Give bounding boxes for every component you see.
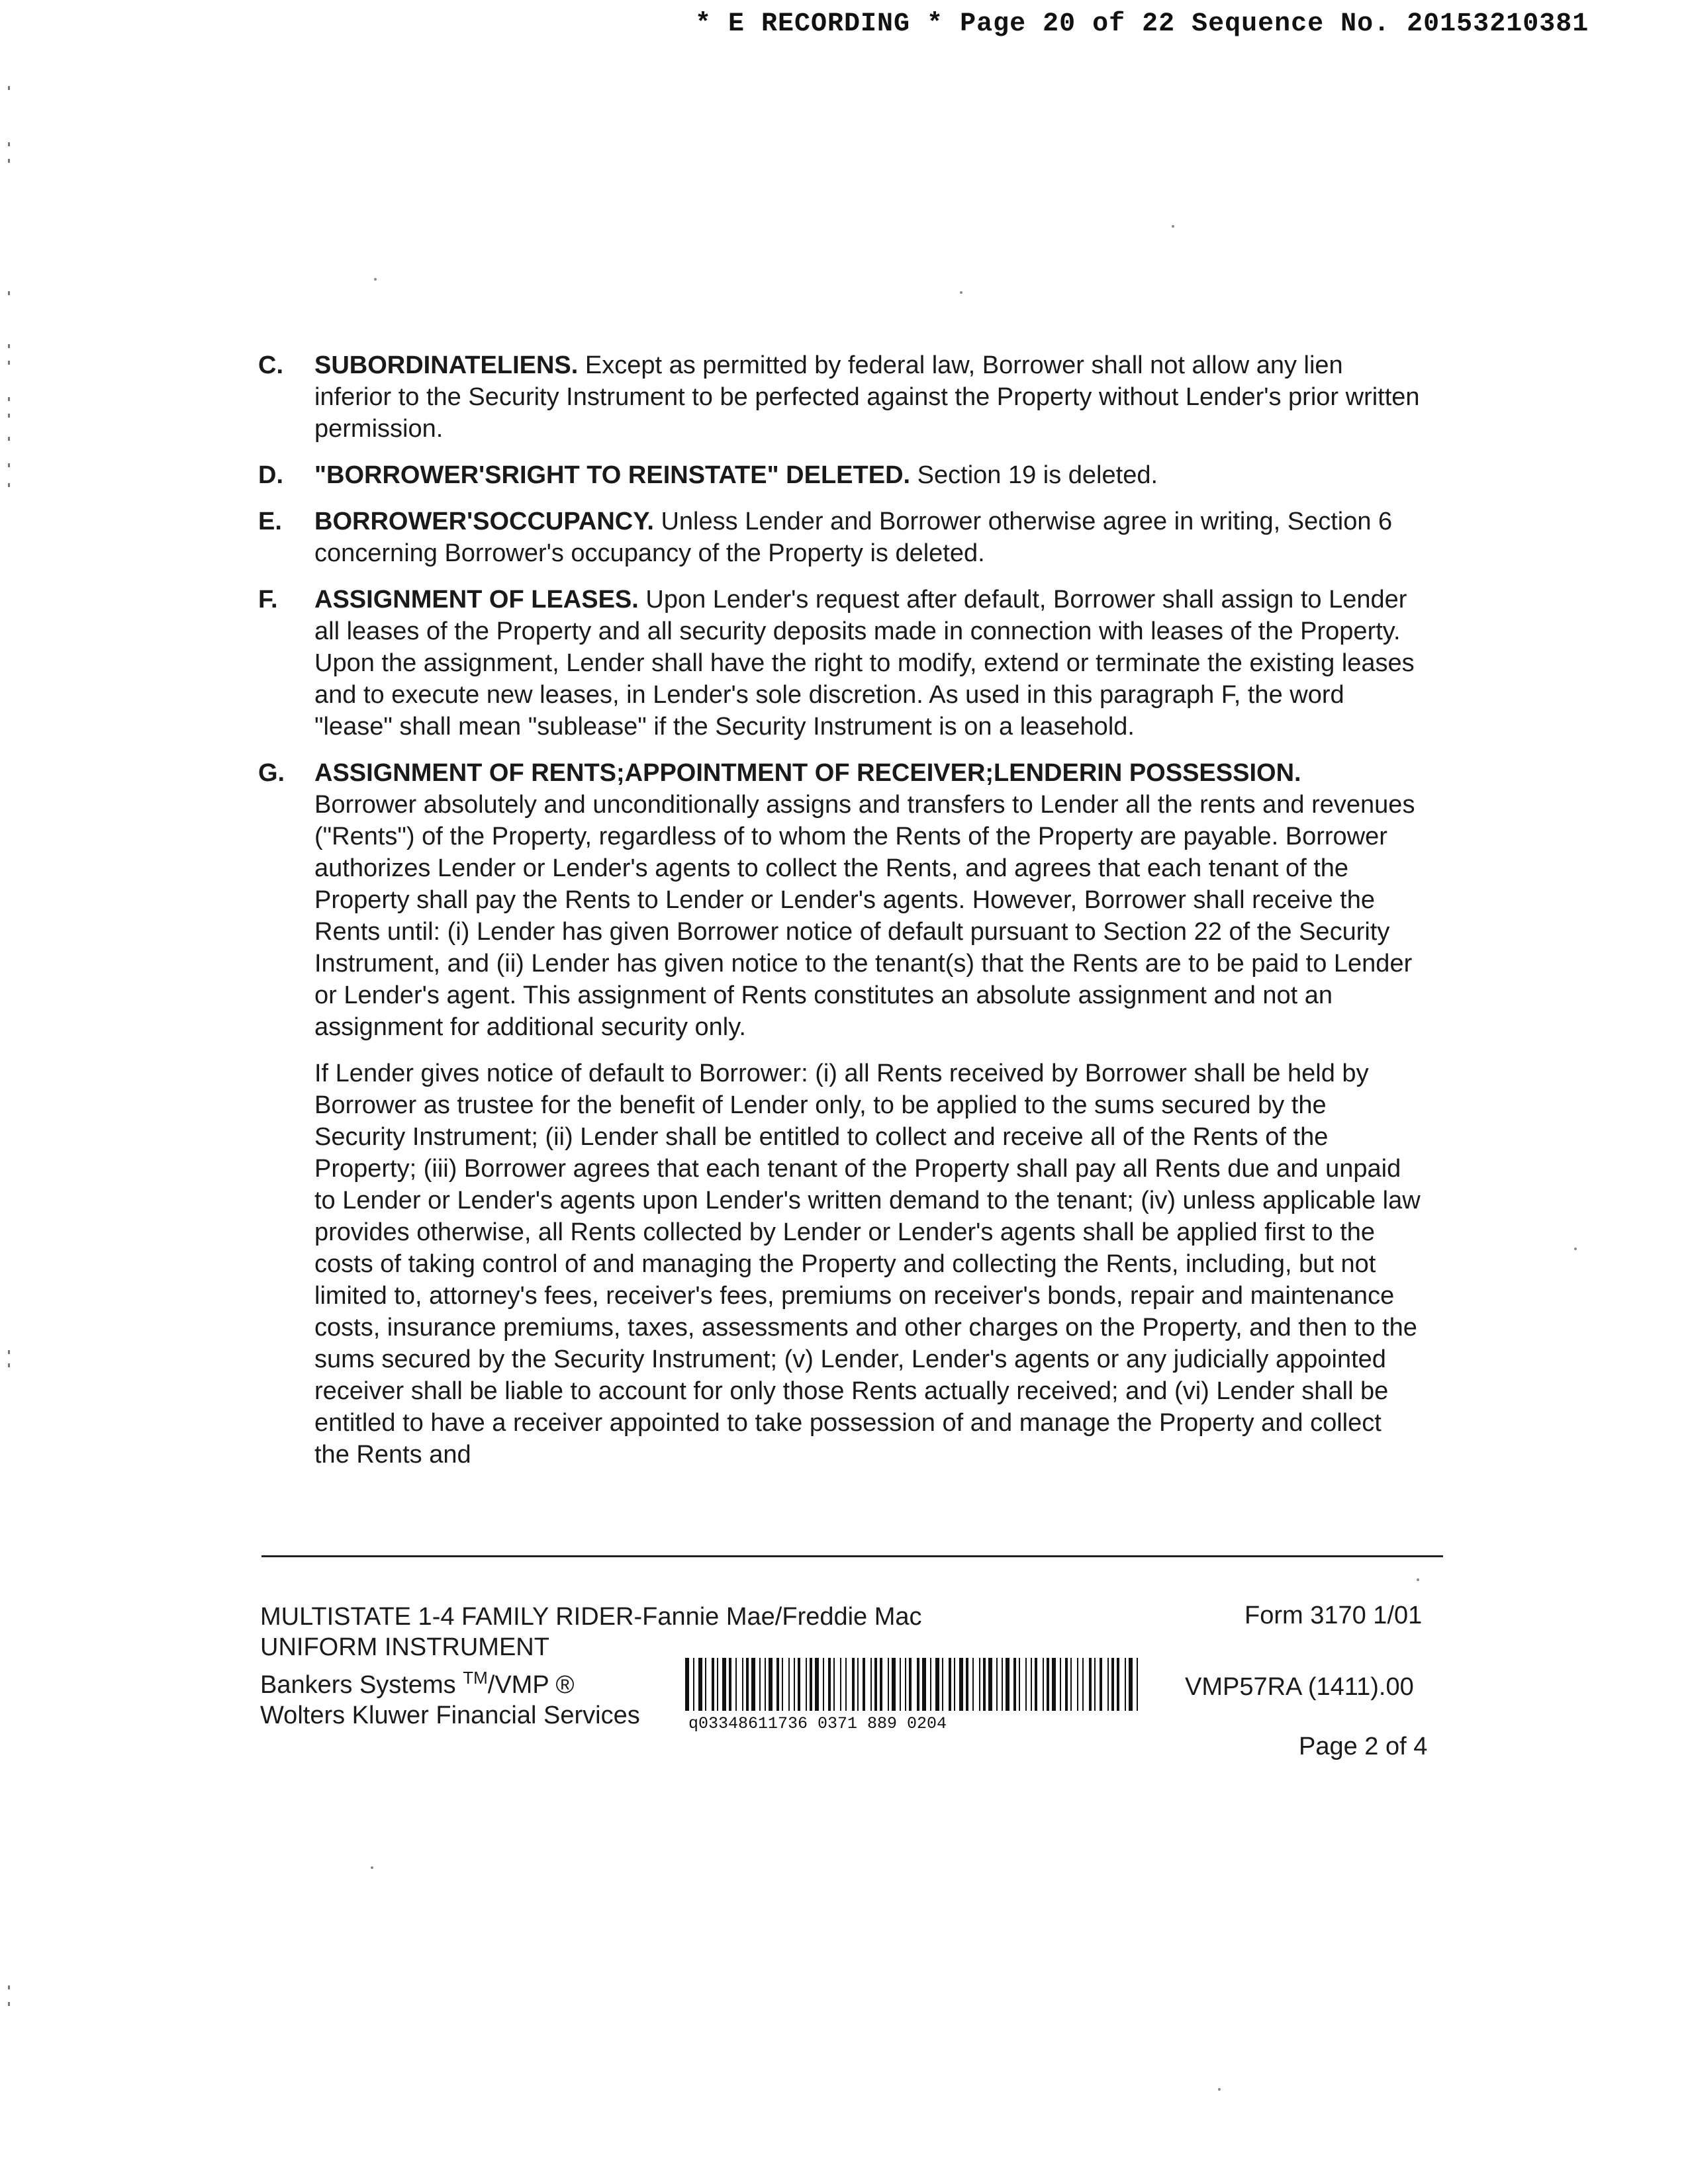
barcode-bar bbox=[966, 1658, 968, 1711]
barcode-bar bbox=[776, 1658, 779, 1711]
barcode-bar bbox=[949, 1658, 951, 1711]
barcode-bar bbox=[1094, 1658, 1096, 1711]
barcode-bar bbox=[1013, 1658, 1016, 1711]
rider-body bbox=[258, 349, 1423, 1485]
barcode-bar bbox=[857, 1658, 859, 1711]
barcode-bar bbox=[1137, 1658, 1138, 1711]
barcode-bar bbox=[1052, 1658, 1056, 1711]
publisher-prefix: Bankers Systems bbox=[260, 1671, 456, 1699]
barcode-bar bbox=[1111, 1658, 1114, 1711]
section-text: Section 19 is deleted. bbox=[917, 461, 1158, 489]
barcode-bar bbox=[1043, 1658, 1044, 1711]
barcode-bar bbox=[729, 1658, 731, 1711]
scan-speck bbox=[1574, 1248, 1577, 1250]
barcode-bar bbox=[828, 1658, 831, 1711]
form-number: Form 3170 1/01 bbox=[1244, 1602, 1423, 1629]
scan-speck bbox=[374, 278, 377, 281]
barcode-bar bbox=[759, 1658, 761, 1711]
barcode-bar bbox=[705, 1658, 706, 1711]
section-text: Except as permitted by federal law, Borrower shall not allow any lien inferior to the Security Instrument to be perfected against the Property without Lender's prior written permission. bbox=[314, 351, 1420, 443]
barcode-bar bbox=[746, 1658, 749, 1711]
section-heading: ASSIGNMENT OF LEASES. bbox=[314, 586, 639, 614]
barcode-bar bbox=[742, 1658, 743, 1711]
barcode-bar bbox=[769, 1658, 773, 1711]
barcode-bar bbox=[1060, 1658, 1061, 1711]
barcode-bar bbox=[988, 1658, 992, 1711]
section-text: Unless Lender and Borrower otherwise agree in writing, Section 6 concerning Borrower's occupancy of the Property is deleted. bbox=[314, 508, 1393, 567]
barcode-bar bbox=[717, 1658, 718, 1711]
barcode-bar bbox=[1025, 1658, 1027, 1711]
barcode-bar bbox=[900, 1658, 901, 1711]
scan-speck bbox=[1218, 2088, 1221, 2091]
barcode-bar bbox=[788, 1658, 790, 1711]
barcode-bar bbox=[845, 1658, 847, 1711]
barcode-bar bbox=[1100, 1658, 1102, 1711]
barcode-bar bbox=[892, 1658, 896, 1711]
barcode-bar bbox=[880, 1658, 882, 1711]
barcode-bar bbox=[1125, 1658, 1126, 1711]
barcode-bar bbox=[922, 1658, 926, 1711]
section-letter: G. bbox=[258, 759, 285, 787]
scan-speck bbox=[1172, 225, 1174, 228]
barcode-bar bbox=[698, 1658, 702, 1711]
barcode-bar bbox=[1019, 1658, 1020, 1711]
section-text: Upon Lender's request after default, Borrower shall assign to Lender all leases of the Property and all security deposits made in connection with leases of the Property. Upon the assignment, Lender shall have the right to modify, extend or terminate the existing leases and to execute new leases, in Lender's sole discretion. As used in this paragraph F, the word "lease" shall mean "sublease" if the Security Instrument is on a leasehold. bbox=[314, 586, 1415, 741]
section-g bbox=[258, 757, 1423, 1471]
barcode-bar bbox=[782, 1658, 783, 1711]
barcode-bar bbox=[1006, 1658, 1009, 1711]
barcode-bar bbox=[1089, 1658, 1092, 1711]
scan-speck bbox=[960, 291, 962, 294]
section-heading: SUBORDINATELIENS. bbox=[314, 351, 579, 379]
barcode-bar bbox=[815, 1658, 819, 1711]
section-e bbox=[258, 506, 1423, 569]
barcode-bar bbox=[1070, 1658, 1072, 1711]
section-d bbox=[258, 459, 1423, 491]
trademark-mark: TM bbox=[463, 1668, 488, 1688]
barcode-bar bbox=[917, 1658, 919, 1711]
barcode-bar bbox=[1082, 1658, 1084, 1711]
barcode-bar bbox=[1129, 1658, 1133, 1711]
section-letter: E. bbox=[258, 508, 282, 535]
barcode-bar bbox=[972, 1658, 974, 1711]
barcode-bar bbox=[930, 1658, 931, 1711]
barcode-bar bbox=[765, 1658, 766, 1711]
scan-margin-marks bbox=[0, 0, 20, 2184]
barcode-bar bbox=[751, 1658, 755, 1711]
barcode-bar bbox=[1107, 1658, 1109, 1711]
barcode-bar bbox=[806, 1658, 807, 1711]
barcode-bar bbox=[870, 1658, 872, 1711]
barcode-bar bbox=[1047, 1658, 1049, 1711]
scan-speck bbox=[371, 1866, 373, 1869]
barcode-bar bbox=[983, 1658, 986, 1711]
barcode-bar bbox=[852, 1658, 855, 1711]
section-text: Borrower absolutely and unconditionally assigns and transfers to Lender all the rents and revenues ("Rents") of the Property, regardless of to whom the Rents of the Property are payable. Borrower authorizes Lender or Lender's agents to collect the Rents, and agrees that each tenant of the Property shall pay the Rents to Lender or Lender's agents. However, Borrower shall receive the Rents until: (i) Lender has given Borrower notice of default pursuant to Section 22 of the Security Instrument, and (ii) Lender has given notice to the tenant(s) that the Rents are to be paid to Lender or Lender's agent. This assignment of Rents constitutes an absolute assignment and not an assignment for additional security only. bbox=[314, 791, 1415, 1041]
barcode-graphic bbox=[685, 1658, 1142, 1711]
section-letter: F. bbox=[258, 586, 278, 614]
barcode-bar bbox=[810, 1658, 812, 1711]
barcode-bar bbox=[1035, 1658, 1037, 1711]
recording-header: * E RECORDING * Page 20 of 22 Sequence No. 20153210381 bbox=[695, 9, 1589, 39]
barcode-bar bbox=[905, 1658, 906, 1711]
uniform-instrument-label: UNIFORM INSTRUMENT bbox=[260, 1633, 549, 1661]
page-number: Page 2 of 4 bbox=[1299, 1733, 1428, 1760]
barcode-bar bbox=[935, 1658, 939, 1711]
section-f bbox=[258, 584, 1423, 743]
scan-speck bbox=[1417, 1578, 1419, 1581]
section-heading: ASSIGNMENT OF RENTS;APPOINTMENT OF RECEIVER;LENDERIN POSSESSION. bbox=[314, 759, 1301, 787]
barcode-bar bbox=[685, 1658, 689, 1711]
vmp-code: VMP57RA (1411).00 bbox=[1185, 1673, 1414, 1701]
barcode-bar bbox=[863, 1658, 865, 1711]
section-text-continued: If Lender gives notice of default to Borrower: (i) all Rents received by Borrower shall be held by Borrower as trustee for the benefit of Lender only, to be applied to the sums secured by the Security Instrument; (ii) Lender shall be entitled to collect and receive all of the Rents of the Property; (iii) Borrower agrees that each tenant of the Property shall pay all Rents due and unpaid to Lender or Lender's agents upon Lender's written demand to the tenant; (iv) unless applicable law provides otherwise, all Rents collected by Lender or Lender's agents shall be applied first to the costs of taking control of and managing the Property and collecting the Rents, including, but not limited to, attorney's fees, receiver's fees, premiums on receiver's bonds, repair and maintenance costs, insurance premiums, taxes, assessments and other charges on the Property, and then to the sums secured by the Security Instrument; (v) Lender, Lender's agents or any judicially appointed receiver shall be liable to account for only those Rents actually received; and (vi) Lender shall be entitled to have a receiver appointed to take possession of and manage the Property and collect the Rents and bbox=[314, 1060, 1421, 1469]
barcode-bar bbox=[1077, 1658, 1078, 1711]
barcode-bar bbox=[1031, 1658, 1032, 1711]
section-c bbox=[258, 349, 1423, 445]
barcode-bar bbox=[823, 1658, 824, 1711]
barcode-bar bbox=[959, 1658, 963, 1711]
barcode-bar bbox=[888, 1658, 889, 1711]
barcode-bar bbox=[954, 1658, 955, 1711]
barcode-bar bbox=[909, 1658, 912, 1711]
barcode-bar bbox=[794, 1658, 795, 1711]
barcode-number: q03348611736 0371 889 0204 bbox=[688, 1714, 947, 1733]
barcode-bar bbox=[1065, 1658, 1068, 1711]
section-letter: D. bbox=[258, 461, 283, 489]
barcode-bar bbox=[1002, 1658, 1003, 1711]
footer-divider bbox=[261, 1555, 1443, 1557]
section-heading: "BORROWER'SRIGHT TO REINSTATE" DELETED. bbox=[314, 461, 911, 489]
barcode-bar bbox=[840, 1658, 841, 1711]
barcode-bar bbox=[735, 1658, 737, 1711]
section-letter: C. bbox=[258, 351, 283, 379]
barcode-bar bbox=[979, 1658, 980, 1711]
barcode-bar bbox=[1117, 1658, 1119, 1711]
barcode-bar bbox=[942, 1658, 943, 1711]
section-heading: BORROWER'SOCCUPANCY. bbox=[314, 508, 654, 535]
barcode-bar bbox=[874, 1658, 877, 1711]
barcode-bar bbox=[833, 1658, 835, 1711]
barcode-bar bbox=[996, 1658, 998, 1711]
form-title: MULTISTATE 1-4 FAMILY RIDER-Fannie Mae/Freddie Mac bbox=[260, 1603, 922, 1631]
company-name: Wolters Kluwer Financial Services bbox=[260, 1702, 640, 1729]
barcode-bar bbox=[693, 1658, 694, 1711]
barcode-bar bbox=[712, 1658, 714, 1711]
barcode-bar bbox=[722, 1658, 726, 1711]
barcode-bar bbox=[798, 1658, 800, 1711]
publisher-suffix: /VMP ® bbox=[487, 1671, 575, 1699]
